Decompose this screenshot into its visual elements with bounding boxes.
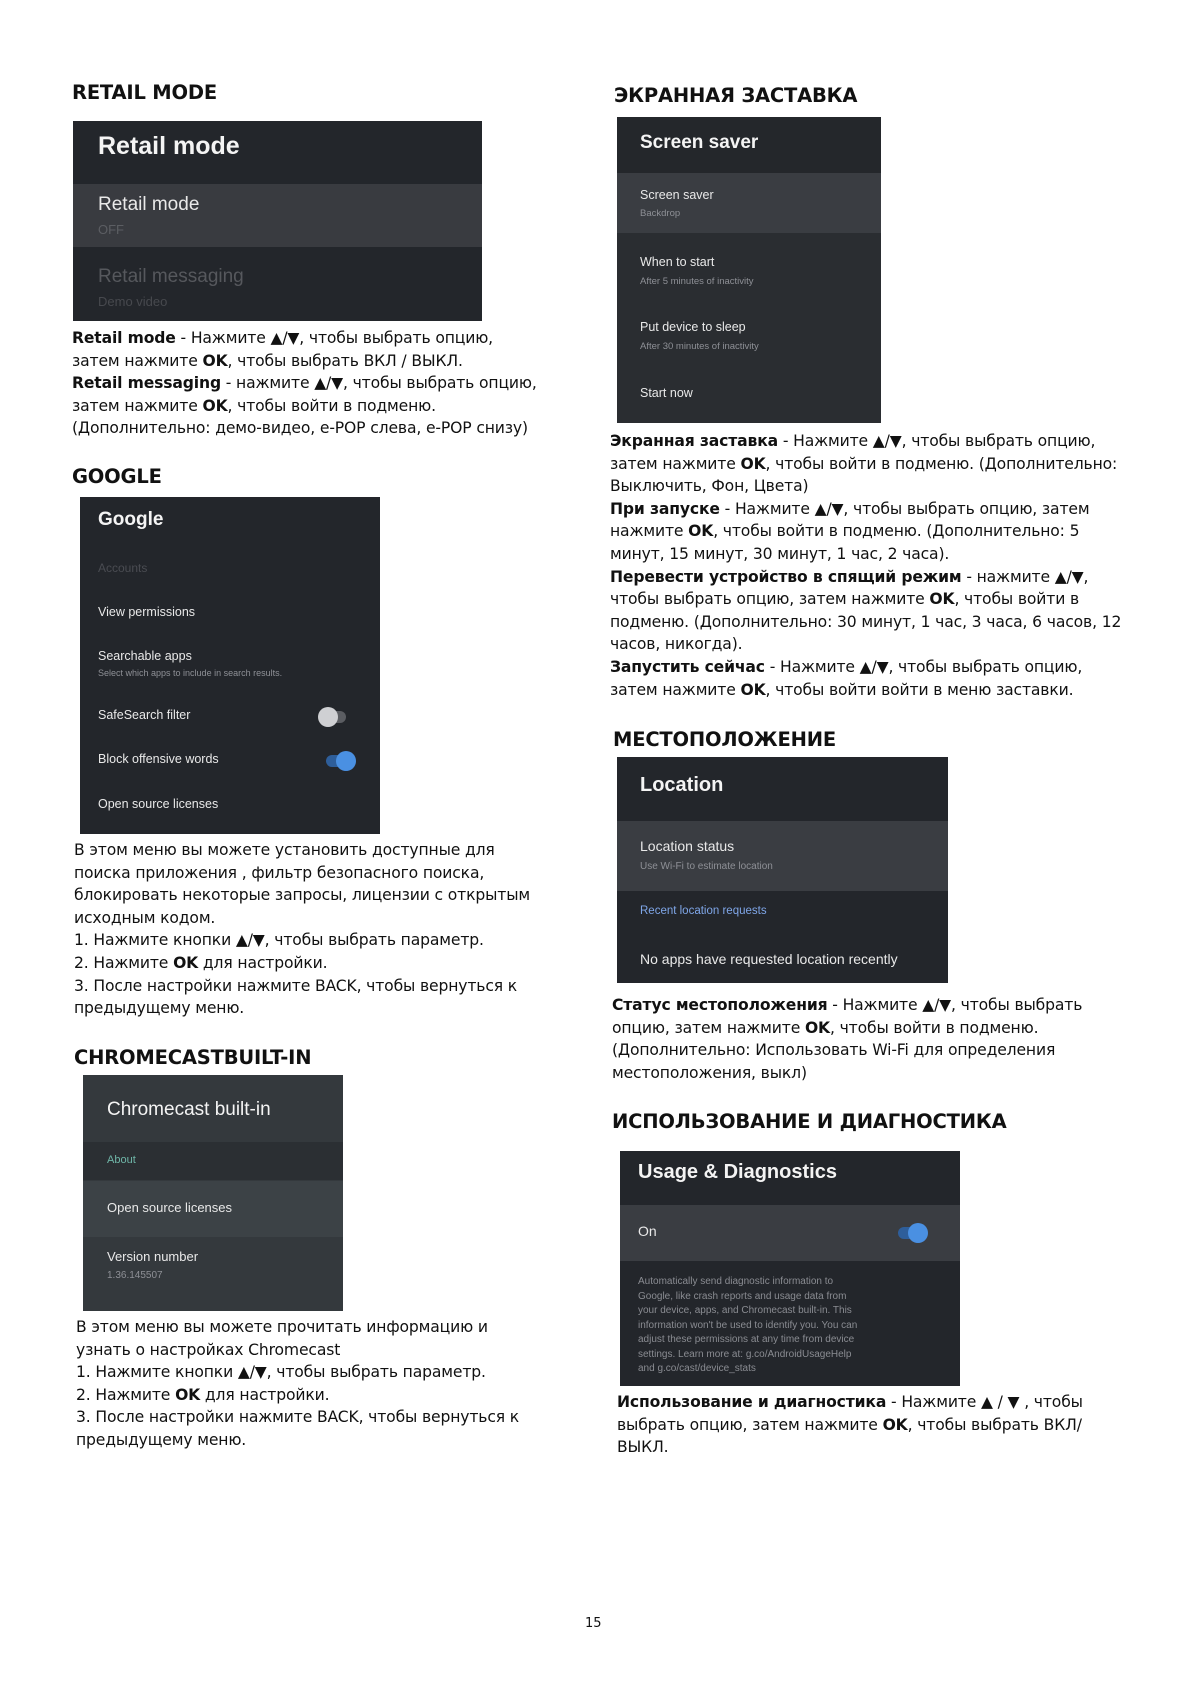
screensaver-screen [617, 117, 881, 423]
retail-messaging-term: Retail messaging [72, 374, 221, 393]
text: предыдущему меню. [76, 1430, 247, 1449]
text: , чтобы войти в [954, 590, 1080, 609]
step-3: 3. После настройки нажмите BACK, чтобы вернуться к [76, 1408, 520, 1427]
text: Google, like crash reports and usage data from [638, 1290, 847, 1302]
searchable-apps-item[interactable]: Searchable apps [98, 649, 192, 663]
text: - нажмите ▲/▼, [961, 567, 1089, 586]
version-number-label: Version number [107, 1249, 199, 1264]
searchable-apps-desc: Select which apps to include in search results. [98, 668, 283, 678]
retail-mode-text: - Нажмите ▲/▼, чтобы выбрать опцию, [175, 329, 493, 347]
step-3: 3. После настройки нажмите BACK, чтобы вернуться к [74, 976, 518, 995]
text: Automatically send diagnostic information to [638, 1276, 834, 1287]
step-1: 1. Нажмите кнопки ▲/▼, чтобы выбрать параметр. [74, 931, 484, 950]
ok-key: OK [202, 351, 228, 370]
label: Screen saver [640, 188, 714, 202]
retail-mode-screen [73, 121, 482, 321]
text: В этом меню вы можете прочитать информацию и [76, 1318, 488, 1336]
text: settings. Learn more at: g.co/AndroidUsageHelp [638, 1348, 852, 1360]
no-apps-message: No apps have requested location recently [640, 951, 898, 967]
location-screen [617, 757, 948, 983]
ok-key: OK [882, 1415, 908, 1434]
text: - Нажмите ▲/▼, чтобы выбрать опцию, [778, 432, 1096, 450]
term: Запустить сейчас [610, 657, 765, 676]
block-offensive-words-item[interactable]: Block offensive words [98, 752, 219, 766]
chromecast-screen [83, 1075, 343, 1311]
text: часов, никогда). [610, 635, 743, 654]
text: для настройки. [200, 1385, 330, 1404]
on-label: On [638, 1223, 657, 1239]
screensaver-heading: ЭКРАННАЯ ЗАСТАВКА [614, 84, 858, 107]
screensaver-description [610, 430, 1150, 701]
usage-screen [620, 1151, 960, 1386]
usage-heading: ИСПОЛЬЗОВАНИЕ И ДИАГНОСТИКА [612, 1110, 1007, 1133]
text: information won't be used to identify you. You can [638, 1319, 858, 1331]
text: опцию, затем нажмите [612, 1018, 805, 1037]
put-device-to-sleep-item[interactable]: Put device to sleep [640, 320, 746, 334]
text: предыдущему меню. [74, 999, 245, 1018]
term: При запуске [610, 499, 720, 518]
text: - Нажмите ▲/▼, чтобы выбрать опцию, затем [719, 499, 1090, 518]
usage-toggle[interactable] [898, 1227, 924, 1239]
location-screen-title: Location [640, 774, 724, 796]
safesearch-toggle[interactable] [320, 711, 346, 723]
text: , чтобы войти в подменю. (Дополнительно: [765, 454, 1118, 473]
ok-key: OK [740, 454, 766, 473]
when-to-start-item[interactable]: When to start [640, 255, 715, 269]
text: and g.co/cast/device_stats [638, 1363, 756, 1374]
retail-description [72, 327, 572, 440]
text: исходным кодом. [74, 908, 216, 927]
text: 2. Нажмите [74, 953, 174, 972]
google-screen-title: Google [98, 509, 164, 530]
start-now-item[interactable]: Start now [640, 386, 693, 400]
text: - Нажмите ▲/▼, чтобы выбрать [827, 996, 1083, 1014]
retail-messaging-value: Demo video [98, 294, 168, 309]
text: , чтобы выбрать ВКЛ/ [907, 1415, 1082, 1434]
text: , чтобы войти в подменю. [830, 1018, 1039, 1037]
text: , чтобы войти в подменю. [227, 396, 436, 415]
term: Экранная заставка [610, 432, 779, 450]
text: затем нажмите [72, 396, 203, 415]
block-offensive-toggle[interactable] [326, 755, 352, 767]
location-status-row[interactable] [617, 821, 948, 891]
text: чтобы выбрать опцию, затем нажмите [610, 590, 930, 609]
text: ВЫКЛ. [617, 1438, 669, 1457]
text: , чтобы выбрать ВКЛ / ВЫКЛ. [227, 351, 463, 370]
retail-mode-value: OFF [98, 222, 124, 237]
text: - Нажмите ▲/▼, чтобы выбрать опцию, [764, 657, 1083, 676]
text: для настройки. [198, 953, 328, 972]
text: узнать о настройках Chromecast [76, 1340, 341, 1359]
location-description [612, 994, 1152, 1084]
text: затем нажмите [610, 680, 741, 699]
ok-key: OK [804, 1018, 830, 1037]
text: выбрать опцию, затем нажмите [617, 1415, 883, 1434]
screen-saver-item[interactable] [617, 173, 881, 233]
retail-messaging-label: Retail messaging [98, 266, 244, 287]
ok-key: OK [929, 590, 955, 609]
retail-mode-term: Retail mode [72, 329, 176, 347]
ok-key: OK [740, 680, 766, 699]
text: нажмите [610, 522, 689, 541]
accounts-label: Accounts [98, 561, 148, 575]
safesearch-filter-item[interactable]: SafeSearch filter [98, 708, 191, 722]
text: , чтобы войти войти в меню заставки. [765, 680, 1074, 699]
location-heading: МЕСТОПОЛОЖЕНИЕ [613, 728, 836, 751]
view-permissions-item[interactable]: View permissions [98, 605, 196, 619]
recent-location-requests-label: Recent location requests [640, 905, 767, 917]
step-1: 1. Нажмите кнопки ▲/▼, чтобы выбрать параметр. [76, 1363, 486, 1382]
ok-key: OK [175, 1385, 201, 1404]
when-to-start-value: After 5 minutes of inactivity [640, 276, 754, 287]
version-number-value: 1.36.145507 [107, 1270, 163, 1281]
open-source-row[interactable] [83, 1181, 343, 1237]
text: затем нажмите [610, 454, 741, 473]
term: Использование и диагностика [617, 1393, 887, 1411]
value: Backdrop [640, 208, 681, 219]
text: adjust these permissions at any time from device [638, 1334, 855, 1345]
text: местоположения, выкл) [612, 1063, 807, 1082]
open-source-licenses-item[interactable]: Open source licenses [98, 797, 219, 811]
text: 2. Нажмите [76, 1385, 176, 1404]
text: Выключить, Фон, Цвета) [610, 477, 809, 496]
ok-key: OK [173, 953, 199, 972]
retail-screen-title: Retail mode [98, 132, 240, 160]
chromecast-description [76, 1316, 596, 1452]
ok-key: OK [688, 522, 714, 541]
text: затем нажмите [72, 351, 203, 370]
text: поиска приложения , фильтр безопасного поиска, [74, 863, 485, 882]
text: your device, apps, and Chromecast built-in. This [638, 1305, 852, 1316]
term: Статус местоположения [612, 996, 828, 1014]
text: - Нажмите ▲ / ▼ , чтобы [886, 1393, 1083, 1411]
chromecast-screen-title: Chromecast built-in [107, 1099, 271, 1120]
text: (Дополнительно: Использовать Wi-Fi для определения [612, 1041, 1056, 1060]
chromecast-heading: CHROMECASTBUILT-IN [74, 1046, 312, 1069]
usage-screen-title: Usage & Diagnostics [638, 1161, 837, 1183]
text: , чтобы войти в подменю. (Дополнительно: 5 [713, 522, 1080, 541]
ok-key: OK [202, 396, 228, 415]
text: (Дополнительно: демо-видео, e-POP слева, e-POP снизу) [72, 419, 528, 438]
google-screen [80, 497, 380, 834]
text: блокировать некоторые запросы, лицензии с открытым [74, 886, 530, 905]
location-status-label: Location status [640, 838, 735, 854]
retail-mode-row[interactable] [73, 184, 482, 247]
put-device-to-sleep-value: After 30 minutes of inactivity [640, 341, 759, 352]
retail-mode-heading: RETAIL MODE [72, 81, 217, 104]
text: - нажмите ▲/▼, чтобы выбрать опцию, [220, 374, 537, 393]
text: минут, 15 минут, 30 минут, 1 час, 2 часа). [610, 544, 950, 563]
usage-description-text [638, 1275, 948, 1377]
term: Перевести устройство в спящий режим [610, 567, 962, 586]
text: подменю. (Дополнительно: 30 минут, 1 час, 3 часа, 6 часов, 12 [610, 612, 1122, 631]
retail-messaging-row[interactable] [73, 253, 482, 321]
location-status-value: Use Wi-Fi to estimate location [640, 861, 773, 872]
usage-description [617, 1391, 1147, 1459]
about-section-label: About [107, 1154, 136, 1166]
text: В этом меню вы можете установить доступные для [74, 841, 495, 859]
google-description [74, 839, 594, 1020]
usage-on-row[interactable] [620, 1205, 960, 1261]
google-heading: GOOGLE [72, 465, 162, 488]
retail-mode-label: Retail mode [98, 194, 200, 215]
screensaver-screen-title: Screen saver [640, 132, 759, 153]
open-source-label: Open source licenses [107, 1200, 233, 1215]
page-number: 15 [585, 1616, 602, 1631]
